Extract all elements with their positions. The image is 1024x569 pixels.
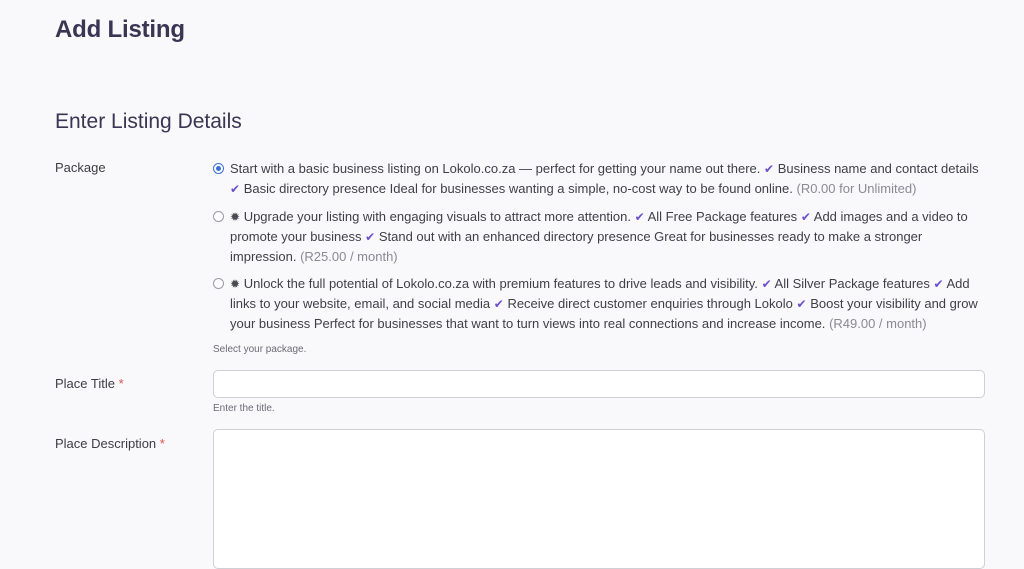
- place-title-input[interactable]: [213, 370, 985, 398]
- package-option-free[interactable]: [213, 159, 988, 199]
- section-title: Enter Listing Details: [55, 110, 242, 133]
- package-option-text: ✹ Upgrade your listing with engaging visuals to attract more attention. ✔ All Free Package features ✔ Add images and a video to promote your business ✔ Stand out with an enhanced directory presence Great for businesses ready to make a stronger impression. (R25.00 / month): [230, 209, 968, 264]
- place-title-label: Place Title *: [55, 376, 124, 391]
- check-icon: ✔: [800, 210, 811, 224]
- check-icon: ✔: [933, 277, 944, 291]
- silver-badge-icon: ✹: [230, 210, 241, 224]
- package-hint: Select your package.: [213, 344, 307, 355]
- package-option-text: ✹ Unlock the full potential of Lokolo.co.za with premium features to drive leads and visibility. ✔ All Silver Package features ✔ Add links to your website, email, and social media ✔ Receive direct customer enquiries through Lokolo ✔ Boost your visibility and grow your business Perfect for businesses that want to turn views into real connections and increase income. (R49.00 / month): [230, 276, 978, 331]
- check-icon: ✔: [230, 182, 241, 196]
- gold-badge-icon: ✹: [230, 277, 241, 291]
- required-mark: *: [118, 376, 124, 391]
- check-icon: ✔: [761, 277, 772, 291]
- package-radio-free[interactable]: [213, 163, 224, 174]
- check-icon: ✔: [493, 297, 504, 311]
- package-price: (R25.00 / month): [300, 249, 398, 264]
- package-option-text: Start with a basic business listing on Lokolo.co.za — perfect for getting your name out there. ✔ Business name and contact details ✔ Basic directory presence Ideal for businesses wanting a simple, no-cost way to be found online. (R0.00 for Unlimited): [230, 161, 979, 196]
- place-description-textarea[interactable]: [213, 429, 985, 569]
- check-icon: ✔: [634, 210, 645, 224]
- place-title-hint: Enter the title.: [213, 403, 275, 414]
- check-icon: ✔: [365, 230, 376, 244]
- package-option-silver[interactable]: [213, 207, 988, 267]
- package-label: Package: [55, 160, 106, 175]
- check-icon: ✔: [796, 297, 807, 311]
- package-radio-gold[interactable]: [213, 278, 224, 289]
- package-radio-silver[interactable]: [213, 211, 224, 222]
- package-price: (R49.00 / month): [829, 316, 927, 331]
- page-title: Add Listing: [55, 16, 185, 43]
- package-option-gold[interactable]: [213, 274, 988, 334]
- package-price: (R0.00 for Unlimited): [796, 181, 917, 196]
- place-description-label: Place Description *: [55, 436, 165, 451]
- check-icon: ✔: [764, 162, 775, 176]
- required-mark: *: [159, 436, 165, 451]
